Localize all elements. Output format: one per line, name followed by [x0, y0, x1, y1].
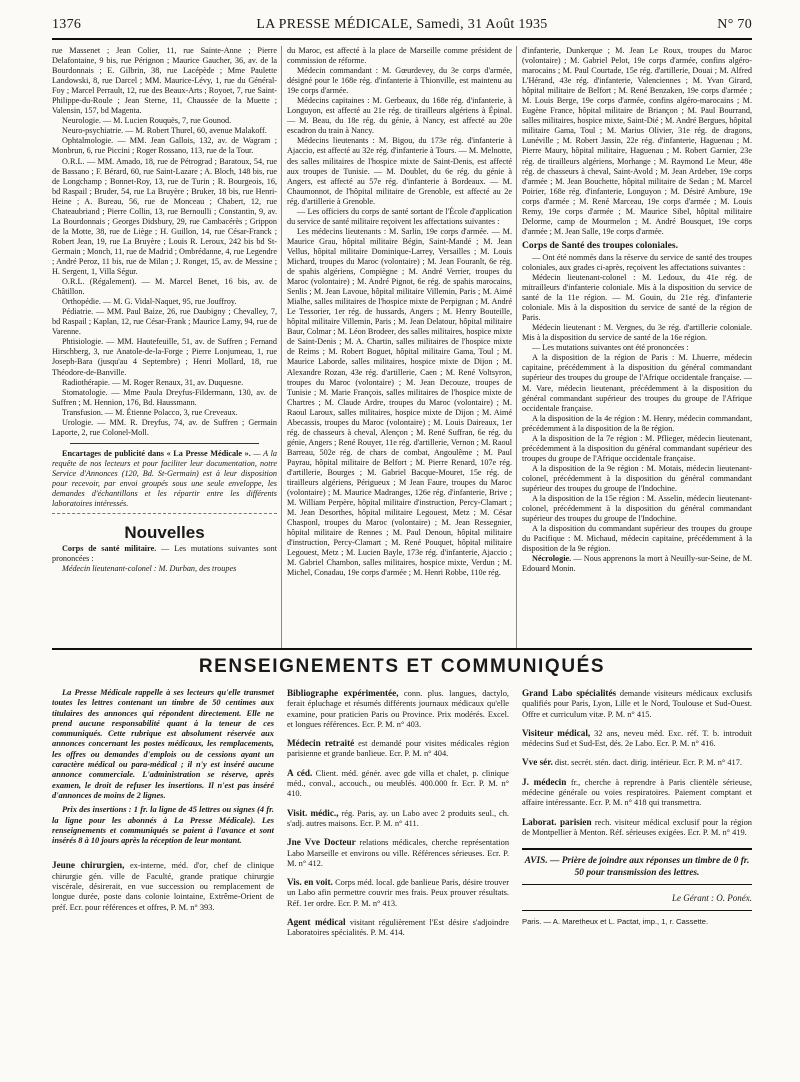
- page-number: 1376: [52, 17, 82, 32]
- ad-text: visitant régulièrement l'Est désire s'adjoindre Laboratoires spécialités. P. M. 414.: [287, 918, 509, 938]
- ad-head: Agent médical: [287, 917, 346, 928]
- divider: [70, 443, 259, 444]
- ad-text: fr., cherche à reprendre à Paris clientèle sérieuse, médecine générale ou voies respiratoires. Paiement comptant et affaire intéressante. Ecr. P. M. n° 418 qui transmettra.: [522, 777, 752, 808]
- ad-text: 32 ans, neveu méd. Exc. réf. T. b. introduit médecins Sud et Sud-Est, dés. 2e Labo. Ecr. P. M. n° 416.: [522, 728, 752, 749]
- corps-title: Corps de santé militaire.: [62, 544, 157, 554]
- paragraph: Les médecins lieutenants : M. Sarlin, 19e corps d'armée. — M. Maurice Grau, hôpital militaire Bégin, Saint-Mandé ; M. Jean Vellus, hôpital militaire Dominique-Larrey, Versailles ; M. Louis Michard, troupes du Maroc (volontaire) ; M. Jean Fouranlt, 6e rég. de spahis algériens, Compiègne ; M. André Verrier, troupes du Maroc (volontaire) ; M. André Pignot, 6e rég. de spahis marocains, Senlis ; M. Jean Lavoue, hôpital militaire Villemin, Paris ; M. Aimé Mialhe, salles militaires de l'hospice mixte de Perpignan ; M. André Le Tessorier, 1er rég. de hussards, Angers ; M. Henry Bouteille, hôpital militaire Villemin, Paris ; M. Jean Delatour, hôpital militaire Baur, Colmar ; M. Léon Brodeer, des salles militaires, hospice mixte de Saint-Denis ; M. A. Chartin, salles militaires de l'hospice mixte de Reims ; M. Robert Boguet, hôpital militaire Gama, Toul ; M. Maurice Laborde, salles militaires, hospice mixte de Dijon ; M. Alexandre Rozan, 43e rég. d'artillerie, Caen ; M. René Voltsyron, troupes du Maroc (volontaire) ; M. Jean Decouze, troupes de Tunisie ; M. Marie François, salles militaires de l'hospice mixte de Chartres ; M. Claude Ardre, troupes du Maroc (volontaire) ; M. Raoul Laroux, salles militaires, hospice mixte de Dijon ; M. Aimé Abecassis, troupes du Maroc (volontaire) ; M. Louis Daireaux, 1er rég. de chasseurs à cheval, Alençon ; M. René Suffran, 6e rég. du génie, Angers ; René Rouyer, 11e rég. d'artillerie, Vernon ; M. Raoul Barreau, 502e rég. de chars de combat, Angoulême ; M. Paul Payrau, hôpital militaire de Belfort ; M. Pierre Renard, 107e rég. d'artillerie, Bourges ; M. Gabriel Bacque-Mouret, 15e rég. de tirailleurs algériens, Périgueux ; M Jean Faure, troupes du Maroc (volontaire) ; M. Maurice Madranges, 126e rég. d'infanterie, Brive ; M. William Perpère, hôpital militaire d'instruction, Percy-Clamart ; M. Jean Desorthes, hôpital militaire Legouest, Metz ; M. César Chasponl, troupes du Maroc (volontaire) ; M. Jean Ressegnier, hôpital militaire de Rennes ; M. Paul Denoun, hôpital militaire d'instruction, Percy-Clamart ; M. René Pouquet, hôpital militaire Legouest, Metz ; M. Lucien Bayle, 173e rég. d'infanterie, Ajaccio ; M. Gabriel Chambon, salles militaires, hospice mixte, Verdun ; M. Michel, Conadau, 19e corps d'armée ; M. Henri Robbe, 110e rég.: [287, 226, 512, 578]
- paragraph: — Les mutations suivantes ont été prononcées :: [532, 343, 689, 353]
- ad-head: Vis. en voit.: [287, 877, 333, 888]
- ad-item: [52, 860, 274, 912]
- ad-head: Bibliographe expérimentée,: [287, 688, 399, 698]
- ad-head: Vve sér.: [522, 757, 553, 768]
- paragraph: A la disposition de la 4e région : M. Henry, médecin commandant, précédemment à la disposition de la 8e région.: [522, 413, 752, 433]
- ad-head: Jeune chirurgien,: [52, 860, 125, 871]
- paragraph: Transfusion. — M. Étienne Polacco, 3, rue Creveaux.: [62, 407, 238, 417]
- nouvelles-heading: Nouvelles: [124, 523, 205, 543]
- paragraph: Médecins capitaines : M. Gerbeaux, du 168e rég. d'infanterie, à Longuyon, est affecté au 21e rég. de tirailleurs algériens à Épinal. — M. Beau, du 18e rég. du génie, à Nancy, est affecté au 20e escadron du train à Nancy.: [287, 96, 512, 136]
- necro-title: Nécrologie.: [532, 554, 572, 564]
- paragraph: A la disposition de la 9e région : M. Motais, médecin lieutenant-colonel, précédemment à la disposition du général commandant supérieur des troupes du groupe de l'Indochine.: [522, 463, 752, 493]
- gerant-line: Le Gérant : O. Ponéx.: [672, 893, 752, 904]
- ad-item: [287, 808, 509, 830]
- ad-head: Médecin retraité: [287, 738, 355, 749]
- colonial-heading: Corps de Santé des troupes coloniales.: [522, 239, 678, 251]
- ads-column-3: [522, 688, 752, 1060]
- ad-item: [287, 917, 509, 939]
- ad-text: relations médicales, cherche représentation Labo Marseille et environs ou ville. Références sérieuses. Ecr. P. M. n° 412.: [287, 838, 509, 868]
- paragraph: Orthopédie. — M. G. Vidal-Naquet, 95, rue Jouffroy.: [62, 297, 237, 307]
- banner-title: RENSEIGNEMENTS ET COMMUNIQUÉS: [198, 656, 606, 677]
- ads-intro: La Presse Médicale rappelle à ses lecteurs qu'elle transmet toutes les lettres contenant un timbre de 50 centimes aux titulaires des annonces qui répondent directement. Elle ne prend aucune responsabilité quant à la teneur de ces communiqués. Cette rubrique est absolument réservée aux annonces concernant les postes médicaux, les remplacements, les offres ou demandes d'emplois ou de cessions ayant un caractère médical ou para-médical ; il n'y est inséré aucune annonce commerciale. L'administration se réserve, après examen, le droit de refuser les insertions. Il n'est pas inséré d'annonces de moins de 2 lignes.: [52, 688, 274, 800]
- ad-head: Jne Vve Docteur: [287, 837, 356, 848]
- paragraph: rue Massenet ; Jean Colier, 11, rue Sainte-Anne ; Pierre Delafontaine, 9 bis, rue Pérignon ; Maurice Gaucher, 36, av. de la Bourdonnais ; E. Gilbrin, 38, rue Lacépède ; Mme Paulette Landowski, 8, rue Darcel ; MM. Maurice-Lévy, 1, rue du Général-Foy ; Marcel Perrault, 12, rue des Beaux-Arts ; Royoet, 7, rue Saint-Philippe-du-Roule ; Jean Sterne, 11, Chaussée de la Muette ; Valensin, 157, bd Magenta.: [52, 46, 277, 116]
- column-1: [52, 46, 277, 646]
- column-2: [287, 46, 512, 646]
- ad-text: demande visiteurs médicaux exclusifs qualifiés pour Paris, Lyon, Lille et le Nord, Toulouse et Sud-Ouest. Offre et curriculum vitæ. P. M. n° 415.: [522, 689, 752, 719]
- ad-head: Visit. médic.,: [287, 807, 339, 818]
- ad-text: rech. visiteur médical exclusif pour la région de Montpellier à Menton. Réf. sérieuses exigées. Ecr. P. M. n° 419.: [522, 817, 752, 837]
- ad-text: conn. plus. langues, dactylo, ferait épluchage et résumés différents journaux médicaux qu'elle examine, pour praticien Paris ou Province. Prix modérés. Excel. et longues références. Ecr. P. M. n° 403.: [287, 689, 509, 729]
- ad-item: [522, 688, 752, 720]
- paragraph: Phtisiologie. — MM. Hautefeuille, 51, av. de Suffren ; Fernand Hirschberg, 3, rue Anatole-de-la-Forge ; Pierre Lonjumeau, 1, rue Joseph-Bara (jusqu'au 4 Septembre) ; Henri Mollard, 18, rue Théodore-de-Banville.: [52, 337, 277, 377]
- journal-title: LA PRESSE MÉDICALE, Samedi, 31 Août 1935: [256, 17, 548, 32]
- ad-item: [522, 757, 752, 768]
- corps-text: — Les mutations suivantes sont prononcées :: [52, 544, 277, 564]
- encart-text: — A la requête de nos lecteurs et pour faciliter leur documentation, notre Service d'Annonces (120, Bd. St-Germain) est à leur disposition pour recevoir, par envoi groupés sous une seule enveloppe, les demandes d'échantillons et les répartir entre les différents laboratoires intéressés.: [52, 448, 277, 509]
- ad-text: dist. secrét. stén. dact. dirig. intérieur. Ecr. P. M. n° 417.: [554, 758, 742, 768]
- ad-text: ex-interne, méd. d'or, chef de clinique chirurgie gén. ville de Faculté, grande pratique chirurgie viscérale, désirerait, en vue succession ou remplacement de longue durée, poste dans colonie lointaine, Extrême-Orient de préf. Ecr. pour références et offres, P. M. n° 393.: [52, 861, 274, 912]
- paragraph: A la disposition de la 7e région : M. Pflieger, médecin lieutenant, précédemment à la disposition du général commandant supérieur des troupes du groupe de l'Afrique occidentale française.: [522, 433, 752, 463]
- ads-column-2: [287, 688, 509, 1060]
- ad-item: [522, 777, 752, 809]
- column-rule: [516, 46, 517, 648]
- issue-number: N° 70: [717, 17, 752, 32]
- paragraph: Médecin lieutenant : M. Vergnes, du 3e rég. d'artillerie coloniale. Mis à la disposition du service de santé de la 16e région.: [522, 323, 752, 343]
- encart-title: Encartages de publicité dans « La Presse Médicale ».: [62, 448, 251, 458]
- ad-item: [522, 728, 752, 750]
- ad-text: est demandé pour visites médicales région parisienne et grande banlieue. Ecr. P. M. n° 404.: [287, 739, 509, 759]
- paragraph: Neurologie. — M. Lucien Rouquès, 7, rue Gounod.: [62, 116, 232, 126]
- paragraph: Médecins lieutenants : M. Bigou, du 173e rég. d'infanterie à Ajaccio, est affecté au 32e rég. d'infanterie à Tours. — M. Melnotte, des salles militaires de l'hospice mixte de Saint-Denis, est affecté aux troupes de Tunisie. — M. Doublet, du 6e rég. du génie à Angers, est affecté au 57e rég. d'infanterie à Bordeaux. — M. Chaumonnot, de l'hôpital militaire de Grenoble, est affecté au 2e rég. d'artillerie à Grenoble.: [287, 136, 512, 206]
- paragraph: Neuro-psychiatrie. — M. Robert Thurel, 60, avenue Malakoff.: [62, 126, 267, 136]
- paragraph: O.R.L. (Régalement). — M. Marcel Benet, 16 bis, av. de Châtillon.: [52, 277, 277, 297]
- divider: [52, 513, 277, 514]
- corps-sub: Médecin lieutenant-colonel : M. Durban, des troupes: [62, 564, 237, 574]
- paragraph: O.R.L. — MM. Amado, 18, rue de Pétrograd ; Baratoux, 54, rue de Bassano ; F. Bérard, 60, rue Saint-Lazare ; A. Bloch, 148 bis, rue de Longchamp ; Bonnet-Roy, 13, rue de Turin ; R. Bourgeois, 16, bd Raspail ; Bruder, 54, rue La Bruyère ; Bruker, 18 bis, rue Henri-Heine ; A. Bureau, 56, rue de Monceau ; Chabert, 12, rue Chateaubriand ; Pierre Collin, 13, rue Bernoulli ; Constantin, 9, av. La Bourdonnais ; Georges Didsbury, 29, rue Cambacérès ; Grippon de la Motte, 38, rue de Liège ; H. Guillon, 14, rue César-Franck ; Robert Jean, 19, rue La Bruyère ; Louis R. Leroux, 242 bis bd St-Germain ; Monch, 11, rue de Madrid ; Ombrédanne, 4, rue Legendre ; André Peroz, 11 bis, rue de Milan ; J. Ronget, 15, av. de Messine ; H. Sergent, 1, Villa Ségur.: [52, 156, 277, 277]
- paragraph: — Ont été nommés dans la réserve du service de santé des troupes coloniales, aux grades ci-après, reçoivent les affectations suivantes :: [522, 252, 752, 272]
- paragraph: Radiothérapie. — M. Roger Renaux, 31, av. Duquesne.: [62, 377, 244, 387]
- ad-text: Corps méd. local. gde banlieue Paris, désire trouver un Labo afin permettre couvrir mes frais. Peux prouver résultats. Réf. 1er ordre. Ecr. P. M. n° 413.: [287, 878, 509, 908]
- column-3: [522, 46, 752, 646]
- ad-item: [287, 877, 509, 909]
- ad-item: [522, 817, 752, 839]
- paragraph: Urologie. — MM. R. Dreyfus, 74, av. de Suffren ; Germain Laporte, 2, rue Colonel-Moll.: [52, 417, 277, 437]
- ad-item: [287, 837, 509, 869]
- necro-text: — Nous apprenons la mort à Neuilly-sur-Seine, de M. Edouard Monin.: [522, 554, 752, 574]
- paragraph: Stomatologie. — Mme Paula Dreyfus-Fildermann, 130, av. de Suffren ; M. Hennion, 176, Bd. Haussmann.: [52, 387, 277, 407]
- printer-line: Paris. — A. Maretheux et L. Pactat, imp., 1, r. Cassette.: [522, 910, 752, 927]
- paragraph: A la disposition du commandant supérieur des troupes du groupe du Pacifique : M. Michaud, médecin capitaine, précédemment à la disposition de la 9e région.: [522, 524, 752, 554]
- ad-head: J. médecin: [522, 776, 567, 787]
- ad-item: [287, 738, 509, 760]
- avis-box: AVIS. — Prière de joindre aux réponses un timbre de 0 fr. 50 pour transmission des lettres.: [522, 848, 752, 885]
- paragraph: Pédiatrie. — MM. Paul Baize, 26, rue Daubigny ; Chevalley, 7, bd Raspail ; Kaplan, 12, rue César-Frank ; Maurice Lamy, 94, rue de Varenne.: [52, 307, 277, 337]
- paragraph: A la disposition de la 15e région : M. Asselin, médecin lieutenant-colonel, précédemment à la disposition du général commandant supérieur des troupes du groupe de l'Indochine.: [522, 494, 752, 524]
- ads-column-1: [52, 688, 274, 1060]
- ad-head: Laborat. parisien: [522, 816, 592, 827]
- paragraph: Médecin commandant : M. Gœurdevey, du 3e corps d'armée, désigné pour le 168e rég. d'infanterie à Thionville, est maintenu au 19e corps d'armée.: [287, 66, 512, 96]
- paragraph: d'infanterie, Dunkerque ; M. Jean Le Roux, troupes du Maroc (volontaire) ; M. Gabriel Pelot, 19e corps d'armée, confins algéro-marocains ; M. Paul Courtade, 15e rég. d'artillerie, Douai ; M. Alfred L'Hérand, 43e rég. d'infanterie, Valenciennes ; M. Yvan Girard, hôpital militaire de Belfort ; M. René Benzaken, 19e corps d'armée ; M. Louis Berge, 19e corps d'armée, confins algéro-marocains ; M. Eugène France, hôpital militaire de Briançon ; M. Paul Bourrand, salles militaires, hospice mixte, Saint-Dié ; M. André Bergues, hôpital militaire Gama, Toul ; M. Marius Olivier, 31e rég. de dragons, Lunéville ; M. Robert Jassin, 22e rég. d'infanterie, Haguenau ; M. Pierre Maury, hôpital militaire, Haguenau ; M. Robert Garnier, 23e rég. de tirailleurs algériens, Morhange ; M. Raymond Le Meur, 48e rég. de chasseurs à cheval, Saint-Avold ; M. Jean Ardeber, 19e corps d'armée ; M. Jean Bouchette, hôpital militaire de Sedan ; M. Marcel Poirier, 168e rég. d'infanterie, Longuyon ; M. Désiré Ambure, 19e corps d'armée ; M. René Marceau, 19e corps d'armée ; M. Louis Remy, 19e corps d'armée ; M. Maurice Sibel, hôpital militaire Delorme, camp de Mourmelon ; M. André Bousquet, 19e corps d'armée ; M. Jean Salle, 19e corps d'armée.: [522, 46, 752, 236]
- ad-item: [287, 688, 509, 730]
- ad-head: A céd.: [287, 767, 313, 778]
- page-header: [52, 14, 752, 40]
- column-rule: [281, 46, 282, 648]
- ad-text: Client. méd. génér. avec gde villa et chalet, p. clinique méd., conval., accouch., ou meublés. 400.000 fr. Ecr. P. M. n° 410.: [287, 768, 509, 799]
- section-banner: [52, 648, 752, 680]
- ad-head: Visiteur médical,: [522, 727, 591, 738]
- ad-head: Grand Labo spécialités: [522, 688, 617, 698]
- paragraph: du Maroc, est affecté à la place de Marseille comme président de commission de réforme.: [287, 46, 512, 66]
- ad-item: [287, 768, 509, 800]
- paragraph: — Les officiers du corps de santé sortant de l'École d'application du service de santé militaire reçoivent les affectations suivantes :: [287, 206, 512, 226]
- paragraph: Médecin lieutenant-colonel : M. Ledoux, du 41e rég. de mitrailleurs d'infanterie coloniale. Mis à la disposition du service de santé de la 11e région. — M. Gouin, du 21e rég. d'infanterie coloniale. Mis à la disposition du service de santé de la région de Paris.: [522, 272, 752, 323]
- ad-text: rég. Paris, ay. un Labo avec 2 produits seul., ch. s'adj. autres maisons. Ecr. P. M. n° 411.: [287, 808, 509, 828]
- ads-prices: Prix des insertions : 1 fr. la ligne de 45 lettres ou signes (4 fr. la ligne pour les abonnés à La Presse Médicale). Les renseignements et communiqués se paient à l'avance et sont insérés 8 à 10 jours après la réception de leur montant.: [52, 805, 274, 846]
- paragraph: A la disposition de la région de Paris : M. Lhuerre, médecin capitaine, précédemment à la disposition du général commandant supérieur des troupes du groupe de l'Afrique occidentale française. — M. Vare, médecin lieutenant, précédemment à la disposition du général commandant supérieur des troupes du groupe de l'Afrique occidentale française.: [522, 353, 752, 413]
- paragraph: Ophtalmologie. — MM. Jean Gallois, 132, av. de Wagram ; Monbrun, 6, rue Piccini ; Roger Rossano, 113, rue de la Tour.: [52, 136, 277, 156]
